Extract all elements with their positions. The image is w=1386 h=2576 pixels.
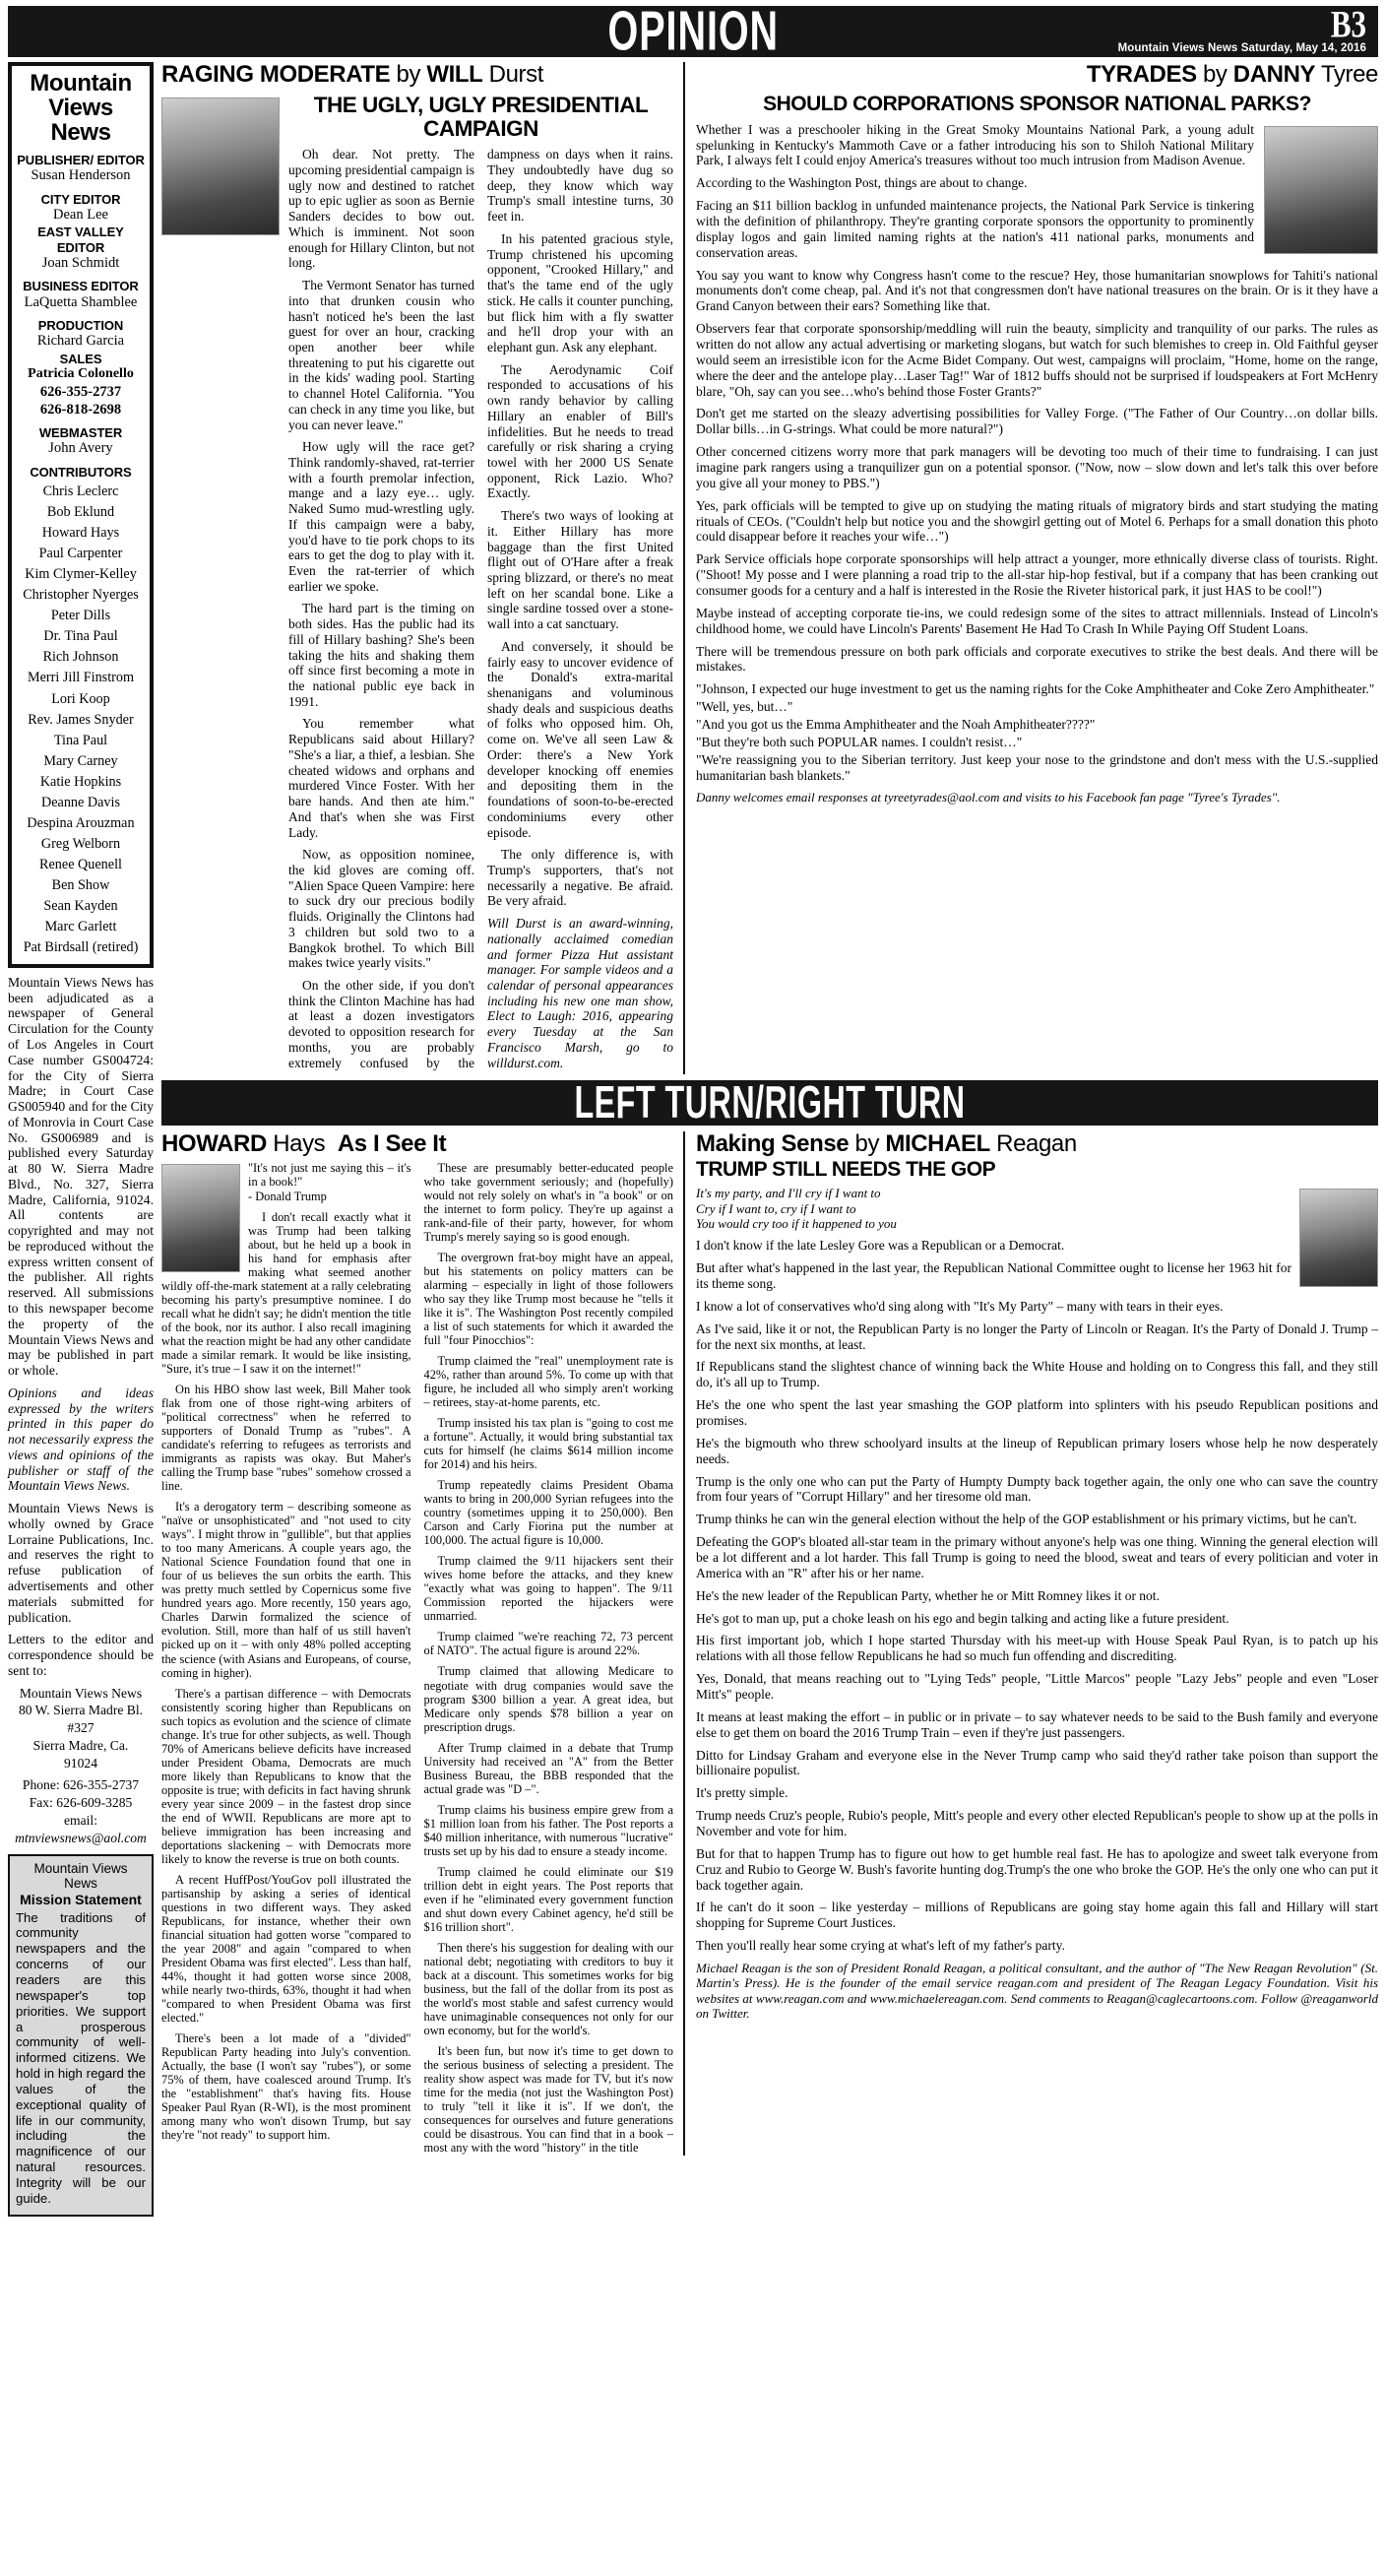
staff-name-east-valley-editor: Joan Schmidt — [41, 254, 120, 271]
paragraph: Trump claimed the "real" unemployment rate is 42%, rather than around 5%. To come up with that figure, he included all who simply aren't working – retirees, stay-at-home parents, etc. — [423, 1354, 673, 1410]
tyree-author-first: DANNY — [1232, 61, 1316, 88]
paragraph: Then you'll really hear some crying at what's left of my father's party. — [696, 1938, 1065, 1954]
tyree-kicker-label: TYRADES — [1086, 61, 1197, 88]
tyree-portrait — [1264, 126, 1378, 254]
paragraph: Trump claimed that allowing Medicare to negotiate with drug companies would save the program $300 billion a year. A great idea, but Medicare only spends $78 billion a year on prescription drugs. — [423, 1664, 673, 1734]
contributor: Mary Carney — [43, 752, 118, 769]
contributor: Despina Arouzman — [27, 814, 135, 831]
paragraph: The hard part is the timing on both sides. Has the public had its fill of Hillary bashing? She's been taking the hits and shaking them off since first becoming a mote in the national public eye back in 1991. — [288, 601, 474, 709]
staff-role-sales: SALES — [59, 351, 102, 366]
paragraph: There's a partisan difference – with Democrats consistently scoring higher than Republicans on such topics as evolution and the science of climate change. It's true for other subjects, as well. Though 70% of Americans believe deficits have increased under President Obama, Democrats are much more likely than Republicans to know that the opposite is true; with deficits in fact having shrunk every year since 2009 – in the fastest drop since the end of WWII. Republicans are more apt to believe immigration has been increasing and deportations slackening – with Democrats more likely to know the reverse is true on both counts. — [161, 1686, 411, 1866]
paragraph: He's the new leader of the Republican Party, whether he or Mitt Romney likes it or not. — [696, 1587, 1160, 1603]
section-title: OPINION — [607, 0, 779, 63]
paragraph: It's been fun, but now it's time to get down to the serious business of selecting a president. The reality show aspect was made for TV, but it's now time for the media (not just the Washington Post) to truly "tell it like it is". If we don't, the consequences for ourselves and future generations could be disastrous. You can find that in a book – most any with the word "history" in the title — [423, 2043, 673, 2155]
contributor: Tina Paul — [53, 732, 108, 748]
paragraph: Trump insisted his tax plan is "going to cost me a fortune". Actually, it would bring substantial tax cuts for himself (he claims $614 million income for 2014) and his heirs. — [423, 1416, 673, 1472]
article-raging-moderate — [161, 62, 683, 1074]
ownership-notice: Mountain Views News is wholly owned by Grace Lorraine Publications, Inc. and reserves the right to refuse publication of advertisements and other materials submitted for publication. — [8, 1501, 154, 1625]
reagan-kicker — [696, 1131, 1378, 1156]
address-line-2: 80 W. Sierra Madre Bl. — [18, 1703, 144, 1718]
durst-kicker-by: by — [390, 61, 427, 88]
paragraph: But for that to happen Trump has to figure out how to get humble real fast. He has to apologize and sweet talk everyone from Cruz and Rubio to George W. Bush's favorite hunting dog.Trump's the one who broke the GOP. He's the only one who can put it back together again. — [696, 1845, 1378, 1893]
contributor: Sean Kayden — [43, 897, 118, 914]
contributor: Dr. Tina Paul — [43, 628, 118, 645]
paragraph: A recent HuffPost/YouGov poll illustrated the partisanship by asking a series of identical questions in two different ways. They asked Republicans, for instance, whether their own financial situation had gotten worse "compared to the year 2008" and again "compared to when President Obama was first elected". Less than half, 44%, thought it had gotten worse since 2008, while nearly two-thirds, 63%, thought it had when "compared to when President Obama was first elected." — [161, 1872, 411, 2025]
paragraph: I don't recall exactly what it was Trump had been talking about, but he held up a book in his hand for emphasis after making what seemed another wildly off-the-mark statement at a rally celebrating becoming his party's presumptive nominee. I do recall what he didn't say; he didn't mention the title of the book, nor its author. I also recall imagining what the reaction might be had any other candidate made a similar remark. It would be like insisting, "Sure, it's true – I saw it on the internet!" — [161, 1210, 411, 1377]
paragraph: Whether I was a preschooler hiking in the Great Smoky Mountains National Park, a young adult spelunking in Kentucky's Mammoth Cave or a father introducing his son to Shiloh National Military Park, I always felt I could enjoy America's treasures without too much intrusion from Madison Avenue. — [696, 121, 1254, 168]
paragraph: The only difference is, with Trump's supporters, that's not necessarily a negative. Be afraid. Be very afraid. — [487, 847, 673, 909]
paragraph: I know a lot of conservatives who'd sing along with "It's My Party" – many with tears in their eyes. — [696, 1298, 1224, 1314]
paragraph: Trump claimed "we're reaching 72, 73 percent of NATO". The actual figure is around 22%. — [423, 1630, 673, 1658]
left-turn-right-turn-banner — [161, 1077, 1378, 1128]
tyree-signoff: Danny welcomes email responses at tyreetyrades@aol.com and visits to his Facebook fan page "Tyree's Tyrades". — [696, 790, 1281, 805]
hays-column-title: As I See It — [337, 1129, 447, 1157]
reagan-portrait — [1299, 1189, 1378, 1287]
mission-statement-box — [8, 1854, 154, 2217]
paragraph: If Republicans stand the slightest chance of winning back the White House and holding on to Congress this fall, and they still do, it's all up to Trump. — [696, 1359, 1378, 1390]
staff-name-sales: Patricia Colonello — [28, 366, 134, 382]
contributor: Rev. James Snyder — [28, 711, 134, 728]
durst-author-first: WILL — [426, 61, 483, 88]
left-turn-banner-text: LEFT TURN/RIGHT TURN — [574, 1077, 966, 1128]
contributor: Renee Quenell — [39, 856, 122, 872]
staff-name-webmaster: John Avery — [48, 440, 113, 457]
paragraph: Yes, Donald, that means reaching out to "Lying Teds" people, "Little Marcos" people "Lazy Jebs" people and even "Loser Mitt's" people. — [696, 1671, 1378, 1702]
reagan-headline: TRUMP STILL NEEDS THE GOP — [696, 1157, 996, 1181]
durst-author-last: Durst — [482, 61, 543, 88]
tyree-body — [696, 122, 1378, 805]
paragraph: He's the bigmouth who threw schoolyard insults at the lineup of Republican primary losers whose help he now desperately needs. — [696, 1435, 1378, 1466]
paragraph: He's the one who spent the last year smashing the GOP platform into splinters with his pseudo Republican positions and promises. — [696, 1397, 1378, 1428]
hays-body — [161, 1161, 673, 2156]
contributor: Ben Show — [51, 876, 110, 893]
paragraph: On the other side, if you don't think the Clinton Machine has had at least a dozen investigators devoted to opposition research for months, you are probably extremely confused by the dampness on days when it rains. They undoubtedly have dug so deep, they know which way Trump's small intestine turns, 30 feet in. — [288, 147, 673, 1070]
paragraph: Yes, park officials will be tempted to give up on studying the mating rituals of migratory birds and start studying the mating rituals of CEOs. ("Couldn't help but notice you and the showgirl getting out of Motel 6. Perhaps for a small donation this photo could disappear before it reaches your wife…") — [696, 497, 1378, 545]
address-line-3: #327 — [67, 1720, 94, 1736]
paragraph: "And you got us the Emma Amphitheater and the Noah Amphitheater????" — [696, 717, 1096, 733]
address-line-4: Sierra Madre, Ca. — [32, 1737, 129, 1753]
paragraph: Observers fear that corporate sponsorship/meddling will ruin the beauty, simplicity and tranquility of our parks. The rules as written do not allow any actual advertising or marketing slogans, but watch for such blemishes to creep in. Old Faithful geyser would seem an irresistible icon for the Acme Bidet Company. Out west, campaigns will proclaim, "Home, home on the range, where the deer and the antelope play…Laser Tag!" War of 1812 buffs should not be surprised if loudspeakers at Fort McHenry blare, "Oh, say can you see…who's behind those Foster Grants?" — [696, 321, 1378, 399]
paragraph: In his patented gracious style, Trump christened his upcoming opponent, "Crooked Hillary," and that's the tame end of the ugly stick. He calls it counter punching, but flick him with a fly swatter and he'll drop your with an elephant gun. Ask any elephant. — [487, 230, 673, 354]
reagan-author-last: Reagan — [989, 1129, 1077, 1157]
contributor: Kim Clymer-Kelley — [25, 566, 137, 583]
hays-author-last: Hays — [266, 1129, 326, 1157]
main-content — [154, 62, 1378, 2217]
contact-fax: Fax: 626-609-3285 — [29, 1795, 133, 1811]
paragraph: Defeating the GOP's bloated all-star team in the primary without anyone's help was one thing. Winning the general election will be a lot different and a lot harder. This fall Trump is going to need the blood, sweat and tears of every politician and voter in America with an "R" after his or her name. — [696, 1534, 1378, 1580]
reagan-lyric-3: You would cry too if it happened to you — [696, 1215, 897, 1231]
contributors-list — [17, 483, 145, 956]
feature-row-bottom — [161, 1131, 1378, 2156]
paragraph: As I've said, like it or not, the Republican Party is no longer the Party of Lincoln or Reagan. It's the Party of Donald J. Trump – for the next six months, at least. — [696, 1320, 1378, 1352]
paragraph: The Aerodynamic Coif responded to accusations of his own randy behavior by calling Hillary an enabler of Bill's infidelities. But he needs to tread carefully or risk sharing a crying towel with her 2000 US Senate opponent, Rick Lazio. Who? Exactly. — [487, 361, 673, 501]
feature-row-top — [161, 62, 1378, 1074]
reagan-signoff: Michael Reagan is the son of President Ronald Reagan, a political consultant, and the author of "The New Reagan Revolution" (St. Martin's Press). He is the founder of the email service reagan.com and president of The Reagan Legacy Foundation. Visit his websites at www.reagan.com and www.michaelereagan.com. Send comments to Reagan@caglecartoons.com. Follow @reaganworld on Twitter. — [696, 1961, 1378, 2021]
paragraph: Trump claimed he could eliminate our $19 trillion debt in eight years. The Post reports that even if he "eliminated every government function and shut down every Cabinet agency, he'd still be $16 trillion short". — [423, 1864, 673, 1934]
contact-email[interactable]: mtnviewsnews@aol.com — [15, 1830, 147, 1845]
contributor: Deanne Davis — [41, 794, 120, 810]
paragraph: Facing an $11 billion backlog in unfunded maintenance projects, the National Park Service is tinkering with the definition of philanthropy. They're granting corporate sponsors the opportunity to prominently display logos and gain limited naming rights at the nation's 411 national parks, monuments and conservation areas. — [696, 198, 1254, 260]
masthead — [8, 0, 1378, 63]
address-line-5: 91024 — [64, 1755, 97, 1771]
paragraph: There's been a lot made of a "divided" Republican Party heading into July's convention. Actually, the base (I won't say "rubes"), or some 75% of them, have coalesced around Trump. It's the "establishment" that's having fits. House Speaker Paul Ryan (R-WI), is the most prominent among many who won't disown Trump, but say they're "not ready" to support him. — [161, 2030, 411, 2143]
staff-column — [8, 62, 154, 2217]
reagan-lyric-1: It's my party, and I'll cry if I want to — [696, 1186, 881, 1201]
hays-quote-attribution: - Donald Trump — [248, 1190, 327, 1203]
article-making-sense — [683, 1131, 1378, 2156]
contributor: Katie Hopkins — [39, 773, 122, 790]
contributor: Paul Carpenter — [38, 546, 123, 562]
contributor: Peter Dills — [50, 608, 111, 624]
paragraph: Trump is the only one who can put the Party of Humpty Dumpty back together again, the only one who can save the country from four years of "Corrupt Hillary" and her tiresome old man. — [696, 1473, 1378, 1505]
paragraph: But after what's happened in the last year, the Republican National Committee ought to license her 1963 hit for its theme song. — [696, 1260, 1292, 1291]
paragraph: How ugly will the race get? Think randomly-shaved, rat-terrier with a fourth premolar infection, mange and a lazy eye… ugly. Naked Sumo mud-wrestling ugly. If this campaign were a baby, you'd have to tie pork chops to its ears to get the dog to play with it. Even the rat-terrier of which earlier we spoke. — [288, 439, 474, 594]
address-line-1: Mountain Views News — [19, 1685, 143, 1701]
mission-heading-line2: Mission Statement — [20, 1891, 142, 1907]
paragraph: Now, as opposition nominee, the kid gloves are coming off. "Alien Space Queen Vampire: here to suck dry our precious bodily fluids. Originally the Clintons had 3 children but sold two to a Bangkok brothel. To which Bill makes twice yearly visits." — [288, 847, 474, 971]
paragraph: Trump needs Cruz's people, Rubio's people, Mitt's people and every other elected Republican's people to show up at the polls in November and vote for him. — [696, 1808, 1378, 1839]
paragraph: If he can't do it soon – like yesterday – millions of Republicans are going stay home again this fall and Hillary will start shopping for Supreme Court Justices. — [696, 1900, 1378, 1931]
paragraph: Oh dear. Not pretty. The upcoming presidential campaign is ugly now and destined to ratchet up to epic uglier as soon as Bernie Sanders decides to bow out. Which is imminent. Not soon enough for Hillary Clinton, but not long. — [288, 147, 474, 271]
paragraph: And conversely, it should be fairly easy to uncover evidence of the Donald's extra-marital shenanigans and voluminous shady deals and suspicious deaths of folks who opposed him. Oh, come on. We've all seen Law & Order: there's a New York developer knocking off enemies and depositing them in the foundations of soon-to-be-erected condominiums every other episode. — [487, 638, 673, 840]
durst-portrait — [161, 97, 280, 235]
masthead-dateline: Mountain Views News Saturday, May 14, 2016 — [1117, 42, 1366, 54]
paragraph: These are presumably better-educated people who take government seriously; and (hopefully) would not rely solely on what's in "a book" or on the internet to form policy. They're up against a rank-and-file of their party, however, for whom Trump's merely saying so is good enough. — [423, 1160, 673, 1245]
paragraph: According to the Washington Post, things are about to change. — [696, 175, 1028, 191]
legal-notices — [8, 975, 154, 1846]
paragraph: "Well, yes, but…" — [696, 699, 793, 715]
reagan-kicker-by: by — [849, 1129, 886, 1157]
paragraph: Park Service officials hope corporate sponsorships will help attract a younger, more ethnically diverse class of tourists. Right. ("Shoot! My posse and I were planning a road trip to the all-star hip-hop festival, but if a company that has been cranking out consumer goods for a century and a half is interested in the Rosie the Riveter historical park, it just HAS to be cool!") — [696, 551, 1378, 598]
paragraph: Trump repeatedly claims President Obama wants to bring in 200,000 Syrian refugees into the country (sometimes upping it to 250,000). Ben Carson and Carly Fiorina put the number at 100,000. The actual figure is 10,000. — [423, 1478, 673, 1548]
staff-role-east-valley-editor: EAST VALLEY EDITOR — [37, 225, 124, 255]
contributor: Rich Johnson — [42, 649, 119, 666]
staff-role-production: PRODUCTION — [37, 318, 124, 334]
paragraph: "Johnson, I expected our huge investment to get us the naming rights for the Coke Amphitheater and Coke Zero Amphitheater." — [696, 681, 1375, 697]
paragraph: Don't get me started on the sleazy advertising possibilities for Valley Forge. ("The Father of Our Country…on dollar bills. Dollar bills…in G-strings. What could be more natural?") — [696, 406, 1378, 437]
paragraph: "We're reassigning you to the Siberian territory. Just keep your nose to the grindstone and don't mess with the U.S.-supplied humanitarian bash blankets." — [696, 751, 1378, 783]
paragraph: Other concerned citizens worry more that park managers will be devoting too much of their time to fundraising. I can just imagine park rangers using a tranquilizer gun on a potential sponsor. ("Now, now – slow down and let's talk this over before you give all your money to PBS.") — [696, 444, 1378, 490]
page-body — [8, 62, 1378, 2217]
contributor: Pat Birdsall (retired) — [23, 938, 139, 955]
contact-phone: Phone: 626-355-2737 — [22, 1777, 140, 1793]
staff-name-publisher: Susan Henderson — [31, 167, 131, 184]
paragraph: There will be tremendous pressure on both park officials and corporate executives to strike the best deals. And there will be mistakes. — [696, 643, 1378, 675]
paragraph: Trump claims his business empire grew from a $1 million loan from his father. The Post reports a $40 million inheritance, with numerous "lucrative" trusts set up by his dad to ensure a steady income. — [423, 1802, 673, 1858]
contributor: Greg Welborn — [40, 835, 121, 852]
paragraph: Maybe instead of accepting corporate tie-ins, we could redesign some of the sites to attract millennials. Instead of Lincoln's childhood home, we could have Lincoln's Parents' Basement He Had To Crash In While Paying Off Student Loans. — [696, 605, 1378, 636]
paragraph: There's two ways of looking at it. Either Hillary has more baggage than the first United flight out of O'Hare after a freak spring blizzard, or there's no meat left on her scandal bone. Like a single sardine tossed over a stone-wall into a cat sanctuary. — [487, 508, 673, 632]
staff-logo: Mountain Views News — [30, 70, 132, 146]
mission-heading — [16, 1861, 146, 1907]
staff-name-business-editor: LaQuetta Shamblee — [24, 293, 138, 310]
hays-kicker — [161, 1131, 673, 1156]
paragraph: Then there's his suggestion for dealing with our national debt; negotiating with creditors to buy it back at a discount. This sometimes works for big business, but the fall of the dollar from its post as the world's most stable and safest currency would have unimaginable consequences not only for our own economy, but for the world's. — [423, 1940, 673, 2037]
paragraph: On his HBO show last week, Bill Maher took flak from one of those right-wing arbiters of "political correctness" when he referred to supporters of Donald Trump as "rubes". A candidate's referring to refugees as terrorists and immigrants as rapists was okay. But Maher's calling the Trump base "rubes" somehow crossed a line. — [161, 1383, 411, 1494]
paragraph: It's a derogatory term – describing someone as "naïve or unsophisticated" and "not used to city ways". I might throw in "gullible", but that applies to too many Americans. A couple years ago, the National Science Foundation found that one in four of us believes the sun orbits the earth. This was pretty much settled by Copernicus some five hundred years ago. More recently, 150 years ago, Charles Darwin formalized the science of evolution. Still, more than half of us still haven't picked up on it – with only 48% polled accepting the science (with Asians and Europeans, of course, coming in higher). — [161, 1500, 411, 1680]
durst-headline: THE UGLY, UGLY PRESIDENTIAL CAMPAIGN — [313, 93, 649, 142]
paragraph: The Vermont Senator has turned into that drunken cousin who hasn't noticed he's been the last guest for over an hour, cracking open another beer while threatening to put his cigarette out in the kids' wading pool. Starting to channel Hotel California. "You can check in any time you like, but you can never leave." — [288, 278, 474, 432]
contributors-label: CONTRIBUTORS — [30, 464, 132, 480]
tyree-kicker — [696, 62, 1378, 87]
paragraph: I don't know if the late Lesley Gore was a Republican or a Democrat. — [696, 1238, 1065, 1254]
durst-body — [288, 147, 673, 1073]
paragraph: You remember what Republicans said about Hillary? "She's a liar, a thief, a lesbian. She cheated widows and orphans and murdered Vince Foster. With her bare hands. And then ate him." And that's when she was First Lady. — [288, 716, 474, 840]
contributor: Merri Jill Finstrom — [28, 670, 134, 686]
article-tyrades — [683, 62, 1378, 1074]
staff-box — [8, 62, 154, 968]
paragraph: The overgrown frat-boy might have an appeal, but his statements on policy matters can be alarming – especially in light of those followers who say they like Trump most because he "tells it like it is". The Washington Post recently compiled a list of such statements for which it awarded the full "four Pinocchios": — [423, 1251, 673, 1348]
reagan-author-first: MICHAEL — [885, 1129, 990, 1157]
staff-role-webmaster: WEBMASTER — [38, 425, 123, 441]
sales-phone-2: 626-818-2698 — [39, 402, 122, 419]
contributor: Howard Hays — [41, 525, 120, 542]
hays-pull-quote: "It's not just me saying this – it's in a book!" — [248, 1160, 411, 1189]
durst-kicker — [161, 62, 673, 87]
paragraph: Ditto for Lindsay Graham and everyone else in the Never Trump camp who said they'd rather take poison than support the billionaire populist. — [696, 1747, 1378, 1778]
contributor: Lori Koop — [51, 690, 110, 707]
letters-intro: Letters to the editor and correspondence should be sent to: — [8, 1632, 154, 1678]
tyree-headline: SHOULD CORPORATIONS SPONSOR NATIONAL PARKS? — [763, 93, 1311, 116]
paragraph: Trump thinks he can win the general election without the help of the GOP establishment or his primary victims, but he can't. — [696, 1512, 1357, 1527]
contributor: Chris Leclerc — [42, 483, 119, 500]
paragraph: You say you want to know why Congress hasn't come to the rescue? Hey, those humanitarian snowplows for Tahiti's national monuments don't come cheap, pal. And it's not that congressmen don't have national treasures on the brain. Or is it they have a Grand Canyon between their ears? Something like that. — [696, 267, 1378, 314]
hays-author-first: HOWARD — [161, 1129, 267, 1157]
staff-role-business-editor: BUSINESS EDITOR — [23, 279, 139, 294]
contributor: Bob Eklund — [46, 504, 115, 521]
contributor: Christopher Nyerges — [23, 587, 139, 604]
reagan-body — [696, 1186, 1378, 2021]
paragraph: It's pretty simple. — [696, 1785, 788, 1801]
staff-role-city-editor: CITY EDITOR — [40, 191, 121, 207]
email-label: email: — [64, 1812, 97, 1828]
staff-name-city-editor: Dean Lee — [53, 206, 108, 223]
reagan-kicker-label: Making Sense — [696, 1129, 850, 1157]
adjudication-text: Mountain Views News has been adjudicated as a newspaper of General Circulation for the County of Los Angeles in Court Case number GS004724: for the City of Sierra Madre; in Court Case GS005940 and for the City of Monrovia in Court Case No. GS006989 and is published every Saturday at 80 W. Sierra Madre Blvd., No. 327, Sierra Madre, California, 91024. All contents are copyrighted and may not be reproduced without the express written consent of the publisher. All rights reserved. All submissions to this newspaper become the property of the Mountain Views News and may be published in part or whole. — [8, 974, 154, 1379]
page-number: B3 — [1330, 2, 1366, 46]
durst-kicker-label: RAGING MODERATE — [161, 61, 391, 88]
article-as-i-see-it — [161, 1131, 683, 2156]
paragraph: Trump claimed the 9/11 hijackers sent their wives home before the attacks, and they knew "exactly what was going to happen". The 9/11 Commission reported the hijackers were unmarried. — [423, 1554, 673, 1624]
staff-role-publisher: PUBLISHER/ EDITOR — [17, 152, 145, 167]
tyree-kicker-by: by — [1196, 61, 1233, 88]
durst-signoff: Will Durst is an award-winning, nationally acclaimed comedian and former Pizza Hut assistant manager. For sample videos and a calendar of personal appearances including his new one man show, Elect to Laugh: 2016, appearing every Tuesday at the San Francisco Marsh, go to willdurst.com. — [487, 916, 673, 1070]
opinions-disclaimer: Opinions and ideas expressed by the writers printed in this paper do not necessarily express the views and opinions of the publisher or staff of the Mountain Views News. — [8, 1385, 154, 1494]
tyree-author-last: Tyree — [1315, 61, 1378, 88]
staff-name-production: Richard Garcia — [36, 333, 125, 350]
paragraph: "But they're both such POPULAR names. I couldn't resist…" — [696, 734, 1023, 749]
mission-heading-line1: Mountain Views News — [33, 1860, 128, 1892]
reagan-lyric-2: Cry if I want to, cry if I want to — [696, 1200, 856, 1216]
paragraph: It means at least making the effort – in public or in private – to say whatever needs to be said to the Bush family and everyone else to get them on board the 2016 Trump Train – even if they're just passengers. — [696, 1708, 1378, 1740]
paragraph: His first important job, which I hope started Thursday with his meet-up with House Speak Paul Ryan, is to patch up his relations with all those fellow Republicans he had so much fun offending and discrediting. — [696, 1633, 1378, 1664]
mission-body: The traditions of community newspapers and the concerns of our readers are this newspaper's top priorities. We support a prosperous community of well-informed citizens. We hold in high regard the values of the exceptional quality of life in our community, including the magnificence of our natural resources. Integrity will be our guide. — [16, 1909, 146, 2206]
hays-portrait — [161, 1164, 240, 1272]
paragraph: He's got to man up, put a choke leash on his ego and begin talking and acting like a future president. — [696, 1610, 1229, 1626]
contributor: Marc Garlett — [44, 918, 117, 934]
paragraph: After Trump claimed in a debate that Trump University had received an "A" from the Better Business Bureau, the BBB responded that the actual grade was "D –". — [423, 1740, 673, 1796]
sales-phone-1: 626-355-2737 — [39, 383, 122, 400]
